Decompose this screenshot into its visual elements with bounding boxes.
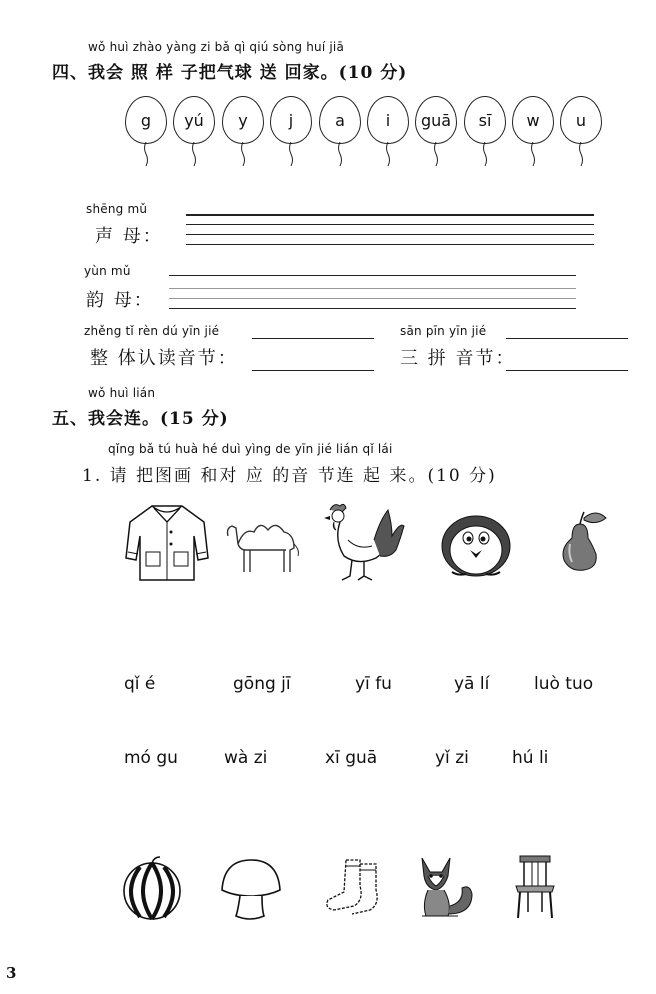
syllable[interactable]: hú li [512,748,549,768]
shengmu-label: 声 母： [95,226,163,247]
fox-picture[interactable] [414,854,476,920]
answer-line[interactable] [169,308,576,309]
section5-title: 五、我会连。(15 分) [52,409,229,429]
question1-pinyin: qǐng bǎ tú huà hé duì yìng de yīn jié lián qǐ lái [108,442,393,456]
section5-pinyin: wǒ huì lián [88,386,156,400]
section4-pinyin: wǒ huì zhào yàng zi bǎ qì qiú sòng huí jiā [88,40,345,54]
yunmu-label: 韵 母： [86,290,154,311]
answer-line[interactable] [169,288,576,289]
balloon: i [367,96,409,144]
balloon-string-icon [431,142,441,166]
balloon-string-icon [286,142,296,166]
answer-line[interactable] [252,338,374,339]
balloon-string-icon [141,142,151,166]
balloon-string-icon [383,142,393,166]
balloon-string-icon [576,142,586,166]
syllable[interactable]: yī fu [355,674,392,694]
answer-line[interactable] [186,234,594,235]
mushroom-picture[interactable] [218,856,284,922]
coat-picture[interactable] [124,500,210,584]
balloon-string-icon [528,142,538,166]
syllable[interactable]: qǐ é [124,674,156,694]
answer-line[interactable] [186,214,594,216]
syllable[interactable]: yǐ zi [435,748,469,768]
sanpin-pinyin: sān pīn yīn jié [400,324,487,338]
balloon: guā [415,96,457,144]
syllable[interactable]: gōng jī [233,674,291,694]
socks-picture[interactable] [320,856,386,918]
rooster-picture[interactable] [318,500,406,584]
syllable[interactable]: xī guā [325,748,378,768]
syllable[interactable]: luò tuo [534,674,594,694]
answer-line[interactable] [186,244,594,245]
syllable[interactable]: wà zi [224,748,268,768]
balloon: j [270,96,312,144]
zhengti-pinyin: zhěng tǐ rèn dú yīn jié [84,324,220,338]
watermelon-picture[interactable] [120,855,184,921]
answer-line[interactable] [252,370,374,371]
chair-picture[interactable] [510,852,560,920]
camel-picture[interactable] [224,514,302,576]
balloon-string-icon [189,142,199,166]
balloon: y [222,96,264,144]
section4-title: 四、我会 照 样 子把气球 送 回家。(10 分) [52,63,408,83]
penguin-picture[interactable] [438,506,514,578]
answer-line[interactable] [169,275,576,276]
syllable[interactable]: yā lí [454,674,490,694]
answer-line[interactable] [506,370,628,371]
yunmu-pinyin: yùn mǔ [84,264,131,278]
balloon-string-icon [480,142,490,166]
pear-picture[interactable] [554,510,610,574]
balloon: yú [173,96,215,144]
balloon: u [560,96,602,144]
balloon: a [319,96,361,144]
zhengti-label: 整 体认读音节： [90,348,238,369]
answer-line[interactable] [506,338,628,339]
balloon-string-icon [335,142,345,166]
sanpin-label: 三 拼 音节： [400,348,516,369]
page-number: 3 [6,964,17,982]
balloon-string-icon [238,142,248,166]
answer-line[interactable] [169,298,576,299]
balloon: w [512,96,554,144]
balloon: g [125,96,167,144]
question1-title: 1. 请 把图画 和对 应 的音 节连 起 来。(10 分) [82,466,497,486]
balloon: sī [464,96,506,144]
shengmu-pinyin: shēng mǔ [86,202,148,216]
syllable[interactable]: mó gu [124,748,178,768]
answer-line[interactable] [186,224,594,225]
